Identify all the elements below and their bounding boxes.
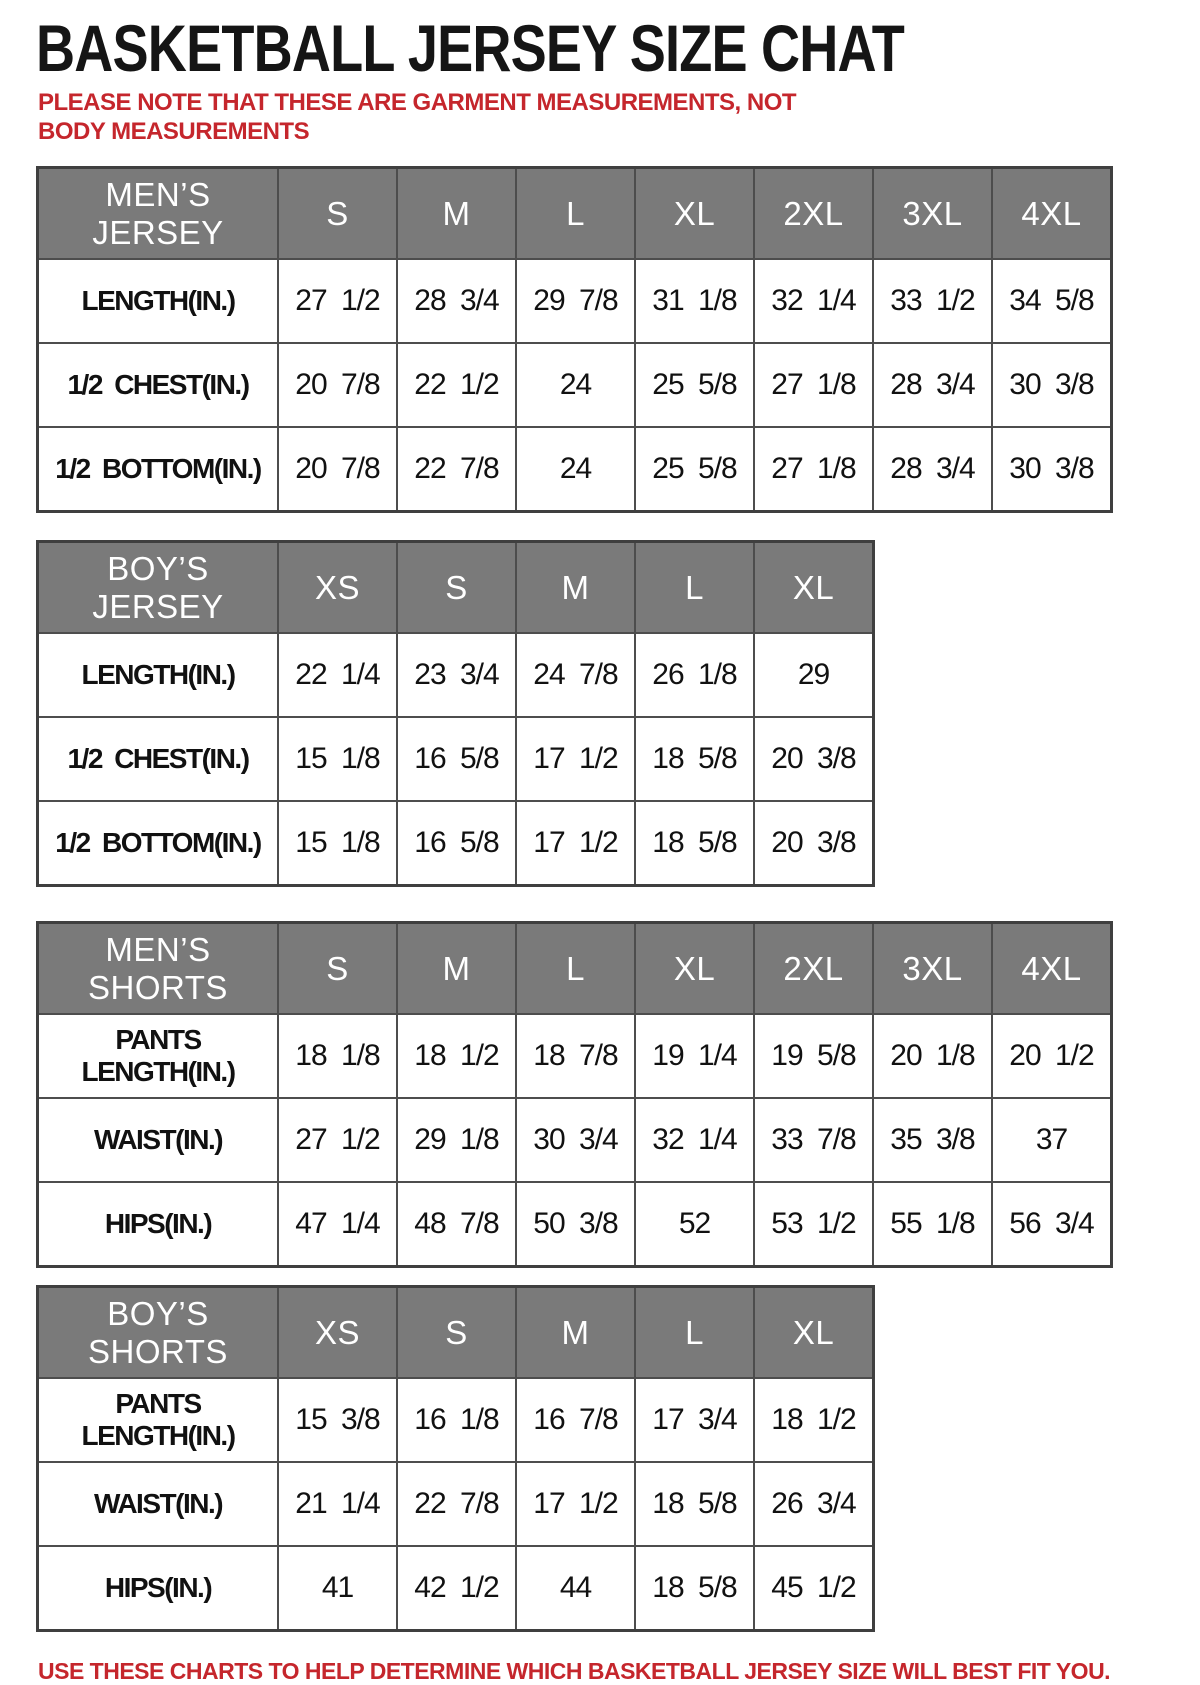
measurement-value: 27 1/8 — [754, 343, 873, 427]
measurement-value: 19 5/8 — [754, 1014, 873, 1098]
measurement-value: 48 7/8 — [397, 1182, 516, 1266]
size-column-header-l: L — [516, 167, 635, 259]
size-column-header-4xl: 4XL — [992, 167, 1112, 259]
measurement-row — [38, 1098, 1112, 1182]
measurement-value: 17 1/2 — [516, 801, 635, 885]
row-label: PANTS LENGTH(IN.) — [38, 1378, 279, 1462]
measurement-value: 28 3/4 — [873, 343, 992, 427]
row-label: WAIST(IN.) — [38, 1098, 279, 1182]
measurement-row — [38, 633, 874, 717]
measurement-value: 27 1/2 — [278, 259, 397, 343]
measurement-value: 29 — [754, 633, 874, 717]
size-column-header-xl: XL — [635, 922, 754, 1014]
measurement-value: 33 7/8 — [754, 1098, 873, 1182]
measurement-value: 37 — [992, 1098, 1112, 1182]
measurement-value: 41 — [278, 1546, 397, 1630]
measurement-value: 16 1/8 — [397, 1378, 516, 1462]
page-title — [36, 11, 1200, 85]
measurement-value: 21 1/4 — [278, 1462, 397, 1546]
measurement-value: 34 5/8 — [992, 259, 1112, 343]
garment-measurement-note: PLEASE NOTE THAT THESE ARE GARMENT MEASUREMENTS, NOT BODY MEASUREMENTS — [38, 89, 797, 145]
measurement-value: 26 1/8 — [635, 633, 754, 717]
measurement-value: 24 7/8 — [516, 633, 635, 717]
row-label: HIPS(IN.) — [38, 1182, 279, 1266]
page-title-text: BASKETBALL JERSEY SIZE CHAT — [36, 11, 904, 85]
tables-area — [36, 166, 1200, 1632]
size-column-header-s: S — [397, 541, 516, 633]
row-label: 1/2 CHEST(IN.) — [38, 717, 279, 801]
size-column-header-3xl: 3XL — [873, 167, 992, 259]
measurement-value: 18 5/8 — [635, 1546, 754, 1630]
measurement-value: 28 3/4 — [873, 427, 992, 511]
measurement-value: 22 1/4 — [278, 633, 397, 717]
size-column-header-l: L — [635, 1286, 754, 1378]
size-column-header-3xl: 3XL — [873, 922, 992, 1014]
header-row — [38, 1286, 874, 1378]
measurement-value: 27 1/2 — [278, 1098, 397, 1182]
size-table-boy-s-shorts — [36, 1285, 875, 1632]
size-column-header-m: M — [516, 541, 635, 633]
size-column-header-m: M — [397, 167, 516, 259]
measurement-value: 18 1/2 — [754, 1378, 874, 1462]
measurement-value: 22 7/8 — [397, 427, 516, 511]
measurement-value: 30 3/8 — [992, 343, 1112, 427]
measurement-value: 20 3/8 — [754, 801, 874, 885]
measurement-value: 44 — [516, 1546, 635, 1630]
measurement-row — [38, 717, 874, 801]
size-column-header-2xl: 2XL — [754, 922, 873, 1014]
size-column-header-2xl: 2XL — [754, 167, 873, 259]
row-label: WAIST(IN.) — [38, 1462, 279, 1546]
measurement-row — [38, 259, 1112, 343]
size-column-header-xs: XS — [278, 541, 397, 633]
size-table-boy-s-jersey — [36, 540, 875, 887]
measurement-value: 29 7/8 — [516, 259, 635, 343]
measurement-value: 33 1/2 — [873, 259, 992, 343]
table-title-men-s-jersey: MEN’S JERSEY — [38, 167, 279, 259]
measurement-value: 53 1/2 — [754, 1182, 873, 1266]
measurement-value: 20 7/8 — [278, 427, 397, 511]
measurement-value: 20 3/8 — [754, 717, 874, 801]
size-column-header-4xl: 4XL — [992, 922, 1112, 1014]
measurement-value: 18 1/8 — [278, 1014, 397, 1098]
measurement-value: 16 5/8 — [397, 801, 516, 885]
row-label: LENGTH(IN.) — [38, 633, 279, 717]
measurement-value: 30 3/4 — [516, 1098, 635, 1182]
measurement-value: 24 — [516, 343, 635, 427]
size-column-header-xl: XL — [754, 1286, 874, 1378]
footer-note: USE THESE CHARTS TO HELP DETERMINE WHICH BASKETBALL JERSEY SIZE WILL BEST FIT YOU. — [38, 1657, 1111, 1684]
measurement-value: 20 7/8 — [278, 343, 397, 427]
measurement-value: 18 5/8 — [635, 801, 754, 885]
measurement-row — [38, 1182, 1112, 1266]
size-column-header-l: L — [516, 922, 635, 1014]
row-label: 1/2 BOTTOM(IN.) — [38, 427, 279, 511]
measurement-value: 25 5/8 — [635, 343, 754, 427]
measurement-value: 31 1/8 — [635, 259, 754, 343]
row-label: HIPS(IN.) — [38, 1546, 279, 1630]
measurement-value: 27 1/8 — [754, 427, 873, 511]
size-column-header-xl: XL — [754, 541, 874, 633]
measurement-value: 19 1/4 — [635, 1014, 754, 1098]
size-table-men-s-jersey — [36, 166, 1113, 513]
measurement-row — [38, 343, 1112, 427]
measurement-value: 52 — [635, 1182, 754, 1266]
measurement-row — [38, 801, 874, 885]
measurement-row — [38, 1462, 874, 1546]
size-column-header-m: M — [397, 922, 516, 1014]
measurement-value: 29 1/8 — [397, 1098, 516, 1182]
measurement-value: 56 3/4 — [992, 1182, 1112, 1266]
measurement-value: 18 5/8 — [635, 1462, 754, 1546]
measurement-value: 18 5/8 — [635, 717, 754, 801]
measurement-value: 28 3/4 — [397, 259, 516, 343]
measurement-value: 26 3/4 — [754, 1462, 874, 1546]
measurement-value: 17 1/2 — [516, 1462, 635, 1546]
measurement-value: 20 1/8 — [873, 1014, 992, 1098]
size-column-header-xl: XL — [635, 167, 754, 259]
row-label: PANTS LENGTH(IN.) — [38, 1014, 279, 1098]
table-title-boy-s-shorts: BOY’S SHORTS — [38, 1286, 279, 1378]
measurement-value: 17 1/2 — [516, 717, 635, 801]
measurement-value: 47 1/4 — [278, 1182, 397, 1266]
row-label: 1/2 BOTTOM(IN.) — [38, 801, 279, 885]
measurement-value: 45 1/2 — [754, 1546, 874, 1630]
measurement-value: 18 1/2 — [397, 1014, 516, 1098]
measurement-value: 55 1/8 — [873, 1182, 992, 1266]
size-table-men-s-shorts — [36, 921, 1113, 1268]
measurement-value: 16 7/8 — [516, 1378, 635, 1462]
table-title-men-s-shorts: MEN’S SHORTS — [38, 922, 279, 1014]
measurement-value: 17 3/4 — [635, 1378, 754, 1462]
measurement-row — [38, 427, 1112, 511]
header-row — [38, 167, 1112, 259]
size-column-header-xs: XS — [278, 1286, 397, 1378]
measurement-value: 15 1/8 — [278, 717, 397, 801]
measurement-value: 20 1/2 — [992, 1014, 1112, 1098]
size-column-header-l: L — [635, 541, 754, 633]
measurement-value: 35 3/8 — [873, 1098, 992, 1182]
measurement-value: 15 3/8 — [278, 1378, 397, 1462]
size-column-header-s: S — [278, 922, 397, 1014]
measurement-value: 22 1/2 — [397, 343, 516, 427]
measurement-value: 42 1/2 — [397, 1546, 516, 1630]
measurement-value: 32 1/4 — [635, 1098, 754, 1182]
measurement-value: 18 7/8 — [516, 1014, 635, 1098]
row-label: LENGTH(IN.) — [38, 259, 279, 343]
measurement-value: 22 7/8 — [397, 1462, 516, 1546]
measurement-value: 32 1/4 — [754, 259, 873, 343]
size-column-header-m: M — [516, 1286, 635, 1378]
table-title-boy-s-jersey: BOY’S JERSEY — [38, 541, 279, 633]
measurement-value: 25 5/8 — [635, 427, 754, 511]
row-label: 1/2 CHEST(IN.) — [38, 343, 279, 427]
measurement-row — [38, 1378, 874, 1462]
measurement-value: 30 3/8 — [992, 427, 1112, 511]
measurement-value: 23 3/4 — [397, 633, 516, 717]
header-row — [38, 541, 874, 633]
measurement-value: 16 5/8 — [397, 717, 516, 801]
measurement-value: 15 1/8 — [278, 801, 397, 885]
size-column-header-s: S — [278, 167, 397, 259]
measurement-row — [38, 1546, 874, 1630]
measurement-value: 50 3/8 — [516, 1182, 635, 1266]
measurement-row — [38, 1014, 1112, 1098]
header-row — [38, 922, 1112, 1014]
size-column-header-s: S — [397, 1286, 516, 1378]
measurement-value: 24 — [516, 427, 635, 511]
